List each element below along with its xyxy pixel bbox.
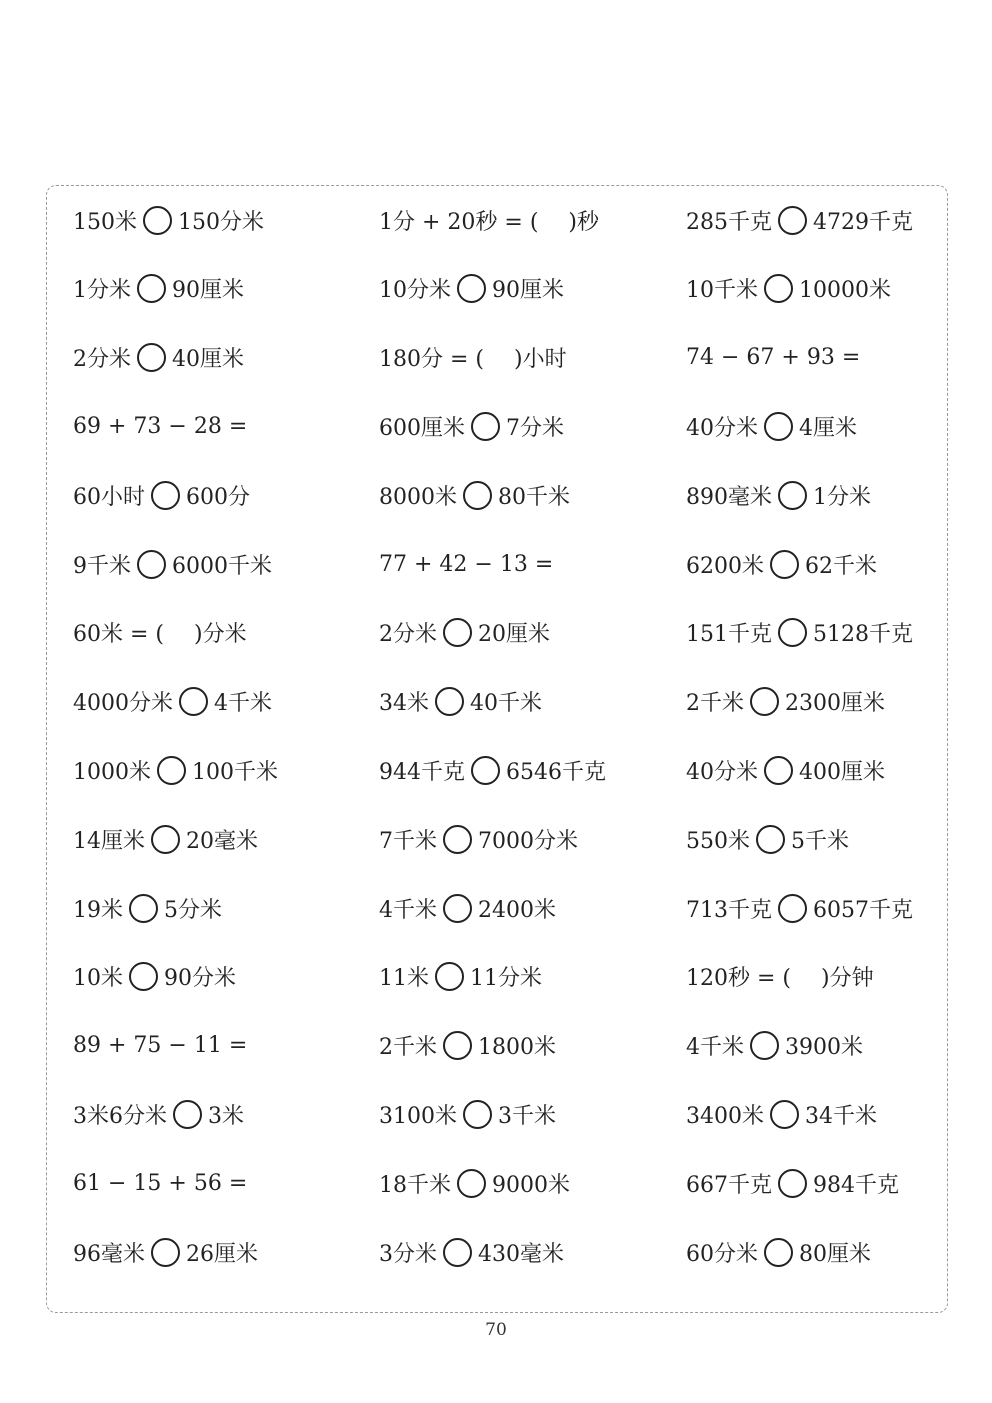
compare-left-quantity: 944千克 [379,759,465,785]
compare-right-quantity: 10000米 [799,278,891,304]
arithmetic-expression: 89 + 75 − 11 = [73,1033,248,1059]
exercise-row [47,613,947,653]
exercise-item [686,200,913,240]
compare-right-quantity: 7分米 [506,415,564,441]
exercise-row [47,269,947,309]
exercise-item [686,819,849,859]
compare-right-quantity: 5分米 [164,897,222,923]
exercise-row [47,1094,947,1134]
compare-left-quantity: 14厘米 [73,828,145,854]
exercise-item [73,682,272,722]
conversion-unit: )分钟 [821,966,874,992]
conversion-prompt: 60米 = ( [73,622,164,648]
compare-left-quantity: 6200米 [686,553,764,579]
compare-left-quantity: 8000米 [379,484,457,510]
compare-right-quantity: 40千米 [470,691,542,717]
exercise-item [73,269,244,309]
exercise-item [379,750,606,790]
comparison-answer-circle[interactable] [778,894,807,923]
comparison-answer-circle[interactable] [457,274,486,303]
comparison-answer-circle[interactable] [151,1238,180,1267]
exercise-item [379,613,550,653]
comparison-answer-circle[interactable] [764,756,793,785]
exercise-item [73,888,222,928]
compare-left-quantity: 4千米 [686,1035,744,1061]
comparison-answer-circle[interactable] [173,1100,202,1129]
comparison-answer-circle[interactable] [778,206,807,235]
compare-left-quantity: 96毫米 [73,1241,145,1267]
compare-left-quantity: 285千克 [686,209,772,235]
exercise-item [73,475,250,515]
compare-right-quantity: 4千米 [214,691,272,717]
conversion-unit: )秒 [568,209,600,235]
exercise-item [686,338,860,378]
compare-right-quantity: 984千克 [813,1172,899,1198]
exercise-item [73,750,278,790]
compare-left-quantity: 3米6分米 [73,1103,167,1129]
compare-left-quantity: 1000米 [73,759,151,785]
comparison-answer-circle[interactable] [471,412,500,441]
compare-right-quantity: 20毫米 [186,828,258,854]
conversion-prompt: 1分 + 20秒 = ( [379,209,539,235]
exercise-row [47,544,947,584]
exercise-row [47,682,947,722]
compare-right-quantity: 1800米 [478,1035,556,1061]
comparison-answer-circle[interactable] [471,756,500,785]
compare-left-quantity: 3100米 [379,1103,457,1129]
exercise-item [379,338,567,378]
comparison-answer-circle[interactable] [750,687,779,716]
compare-right-quantity: 7000分米 [478,828,578,854]
compare-left-quantity: 890毫米 [686,484,772,510]
compare-left-quantity: 60小时 [73,484,145,510]
exercise-item [73,338,244,378]
compare-right-quantity: 20厘米 [478,622,550,648]
compare-left-quantity: 2千米 [686,691,744,717]
comparison-answer-circle[interactable] [764,1238,793,1267]
compare-right-quantity: 5千米 [791,828,849,854]
comparison-answer-circle[interactable] [137,274,166,303]
compare-left-quantity: 2分米 [379,622,437,648]
compare-right-quantity: 90分米 [164,966,236,992]
page-number: 70 [485,1320,507,1340]
arithmetic-expression: 74 − 67 + 93 = [686,345,861,371]
arithmetic-expression: 69 + 73 − 28 = [73,413,248,439]
exercise-item [73,1094,244,1134]
exercise-item [379,1163,570,1203]
compare-right-quantity: 34千米 [805,1103,877,1129]
compare-left-quantity: 19米 [73,897,123,923]
comparison-answer-circle[interactable] [443,894,472,923]
exercise-item [686,1026,863,1066]
compare-right-quantity: 3900米 [785,1035,863,1061]
compare-left-quantity: 18千米 [379,1172,451,1198]
exercise-item [73,406,247,446]
compare-right-quantity: 9000米 [492,1172,570,1198]
compare-right-quantity: 6546千克 [506,759,606,785]
exercise-item [379,544,553,584]
comparison-answer-circle[interactable] [157,756,186,785]
exercise-item [379,1026,556,1066]
exercise-row [47,200,947,240]
compare-left-quantity: 60分米 [686,1241,758,1267]
comparison-answer-circle[interactable] [129,962,158,991]
exercise-row [47,957,947,997]
exercise-row [47,888,947,928]
compare-left-quantity: 34米 [379,691,429,717]
compare-right-quantity: 80厘米 [799,1241,871,1267]
compare-right-quantity: 3米 [208,1103,244,1129]
comparison-answer-circle[interactable] [443,1238,472,1267]
comparison-answer-circle[interactable] [463,1100,492,1129]
compare-left-quantity: 600厘米 [379,415,465,441]
compare-left-quantity: 11米 [379,966,429,992]
arithmetic-expression: 77 + 42 − 13 = [379,551,554,577]
comparison-answer-circle[interactable] [778,618,807,647]
compare-right-quantity: 6000千米 [172,553,272,579]
exercise-item [379,957,542,997]
compare-right-quantity: 90厘米 [492,278,564,304]
compare-left-quantity: 550米 [686,828,750,854]
exercise-item [379,406,564,446]
exercise-row [47,1026,947,1066]
compare-left-quantity: 1分米 [73,278,131,304]
exercise-item [73,1232,258,1272]
compare-left-quantity: 40分米 [686,759,758,785]
compare-right-quantity: 2400米 [478,897,556,923]
comparison-answer-circle[interactable] [137,550,166,579]
exercise-item [686,888,913,928]
exercise-row [47,1163,947,1203]
comparison-answer-circle[interactable] [443,825,472,854]
arithmetic-expression: 61 − 15 + 56 = [73,1170,248,1196]
compare-left-quantity: 2千米 [379,1035,437,1061]
comparison-answer-circle[interactable] [778,481,807,510]
exercise-item [379,682,542,722]
comparison-answer-circle[interactable] [756,825,785,854]
compare-left-quantity: 3分米 [379,1241,437,1267]
exercise-item [686,613,913,653]
comparison-answer-circle[interactable] [764,274,793,303]
compare-left-quantity: 4千米 [379,897,437,923]
exercise-row [47,819,947,859]
exercise-item [379,475,570,515]
worksheet-box [46,185,948,1313]
compare-right-quantity: 4厘米 [799,415,857,441]
exercise-row [47,1232,947,1272]
compare-right-quantity: 430毫米 [478,1241,564,1267]
comparison-answer-circle[interactable] [151,481,180,510]
comparison-answer-circle[interactable] [770,1100,799,1129]
compare-left-quantity: 9千米 [73,553,131,579]
compare-left-quantity: 150米 [73,209,137,235]
exercise-item [73,613,247,653]
comparison-answer-circle[interactable] [179,687,208,716]
exercise-row [47,406,947,446]
compare-right-quantity: 80千米 [498,484,570,510]
compare-left-quantity: 151千克 [686,622,772,648]
exercise-item [686,750,885,790]
compare-right-quantity: 400厘米 [799,759,885,785]
compare-left-quantity: 10分米 [379,278,451,304]
compare-right-quantity: 150分米 [178,209,264,235]
compare-left-quantity: 667千克 [686,1172,772,1198]
exercise-item [379,1232,564,1272]
exercise-item [379,819,578,859]
exercise-item [686,406,857,446]
comparison-answer-circle[interactable] [770,550,799,579]
conversion-prompt: 120秒 = ( [686,966,791,992]
comparison-answer-circle[interactable] [457,1169,486,1198]
exercise-item [73,819,258,859]
compare-right-quantity: 2300厘米 [785,691,885,717]
exercise-item [73,200,264,240]
compare-right-quantity: 62千米 [805,553,877,579]
exercise-item [686,544,877,584]
compare-left-quantity: 7千米 [379,828,437,854]
compare-right-quantity: 40厘米 [172,347,244,373]
exercise-item [379,200,599,240]
compare-left-quantity: 4000分米 [73,691,173,717]
compare-right-quantity: 5128千克 [813,622,913,648]
comparison-answer-circle[interactable] [143,206,172,235]
compare-right-quantity: 6057千克 [813,897,913,923]
compare-left-quantity: 40分米 [686,415,758,441]
exercise-item [686,1232,871,1272]
compare-left-quantity: 713千克 [686,897,772,923]
exercise-item [686,682,885,722]
compare-left-quantity: 10千米 [686,278,758,304]
comparison-answer-circle[interactable] [129,894,158,923]
compare-left-quantity: 3400米 [686,1103,764,1129]
compare-right-quantity: 3千米 [498,1103,556,1129]
exercise-item [379,1094,556,1134]
comparison-answer-circle[interactable] [151,825,180,854]
comparison-answer-circle[interactable] [443,1031,472,1060]
compare-right-quantity: 4729千克 [813,209,913,235]
exercise-row [47,338,947,378]
comparison-answer-circle[interactable] [443,618,472,647]
exercise-row [47,475,947,515]
exercise-item [686,475,871,515]
exercise-item [73,544,272,584]
comparison-answer-circle[interactable] [778,1169,807,1198]
exercise-item [73,957,236,997]
comparison-answer-circle[interactable] [137,343,166,372]
compare-right-quantity: 600分 [186,484,250,510]
exercise-item [73,1026,247,1066]
compare-left-quantity: 2分米 [73,347,131,373]
comparison-answer-circle[interactable] [764,412,793,441]
exercise-item [686,269,891,309]
comparison-answer-circle[interactable] [463,481,492,510]
compare-right-quantity: 1分米 [813,484,871,510]
exercise-row [47,750,947,790]
comparison-answer-circle[interactable] [435,962,464,991]
conversion-unit: )分米 [194,622,247,648]
compare-right-quantity: 90厘米 [172,278,244,304]
exercise-item [379,269,564,309]
conversion-prompt: 180分 = ( [379,347,484,373]
conversion-unit: )小时 [514,347,567,373]
exercise-item [686,1163,899,1203]
compare-left-quantity: 10米 [73,966,123,992]
compare-right-quantity: 11分米 [470,966,542,992]
comparison-answer-circle[interactable] [435,687,464,716]
compare-right-quantity: 26厘米 [186,1241,258,1267]
exercise-item [686,1094,877,1134]
compare-right-quantity: 100千米 [192,759,278,785]
exercise-item [379,888,556,928]
comparison-answer-circle[interactable] [750,1031,779,1060]
exercise-item [686,957,874,997]
exercise-item [73,1163,247,1203]
